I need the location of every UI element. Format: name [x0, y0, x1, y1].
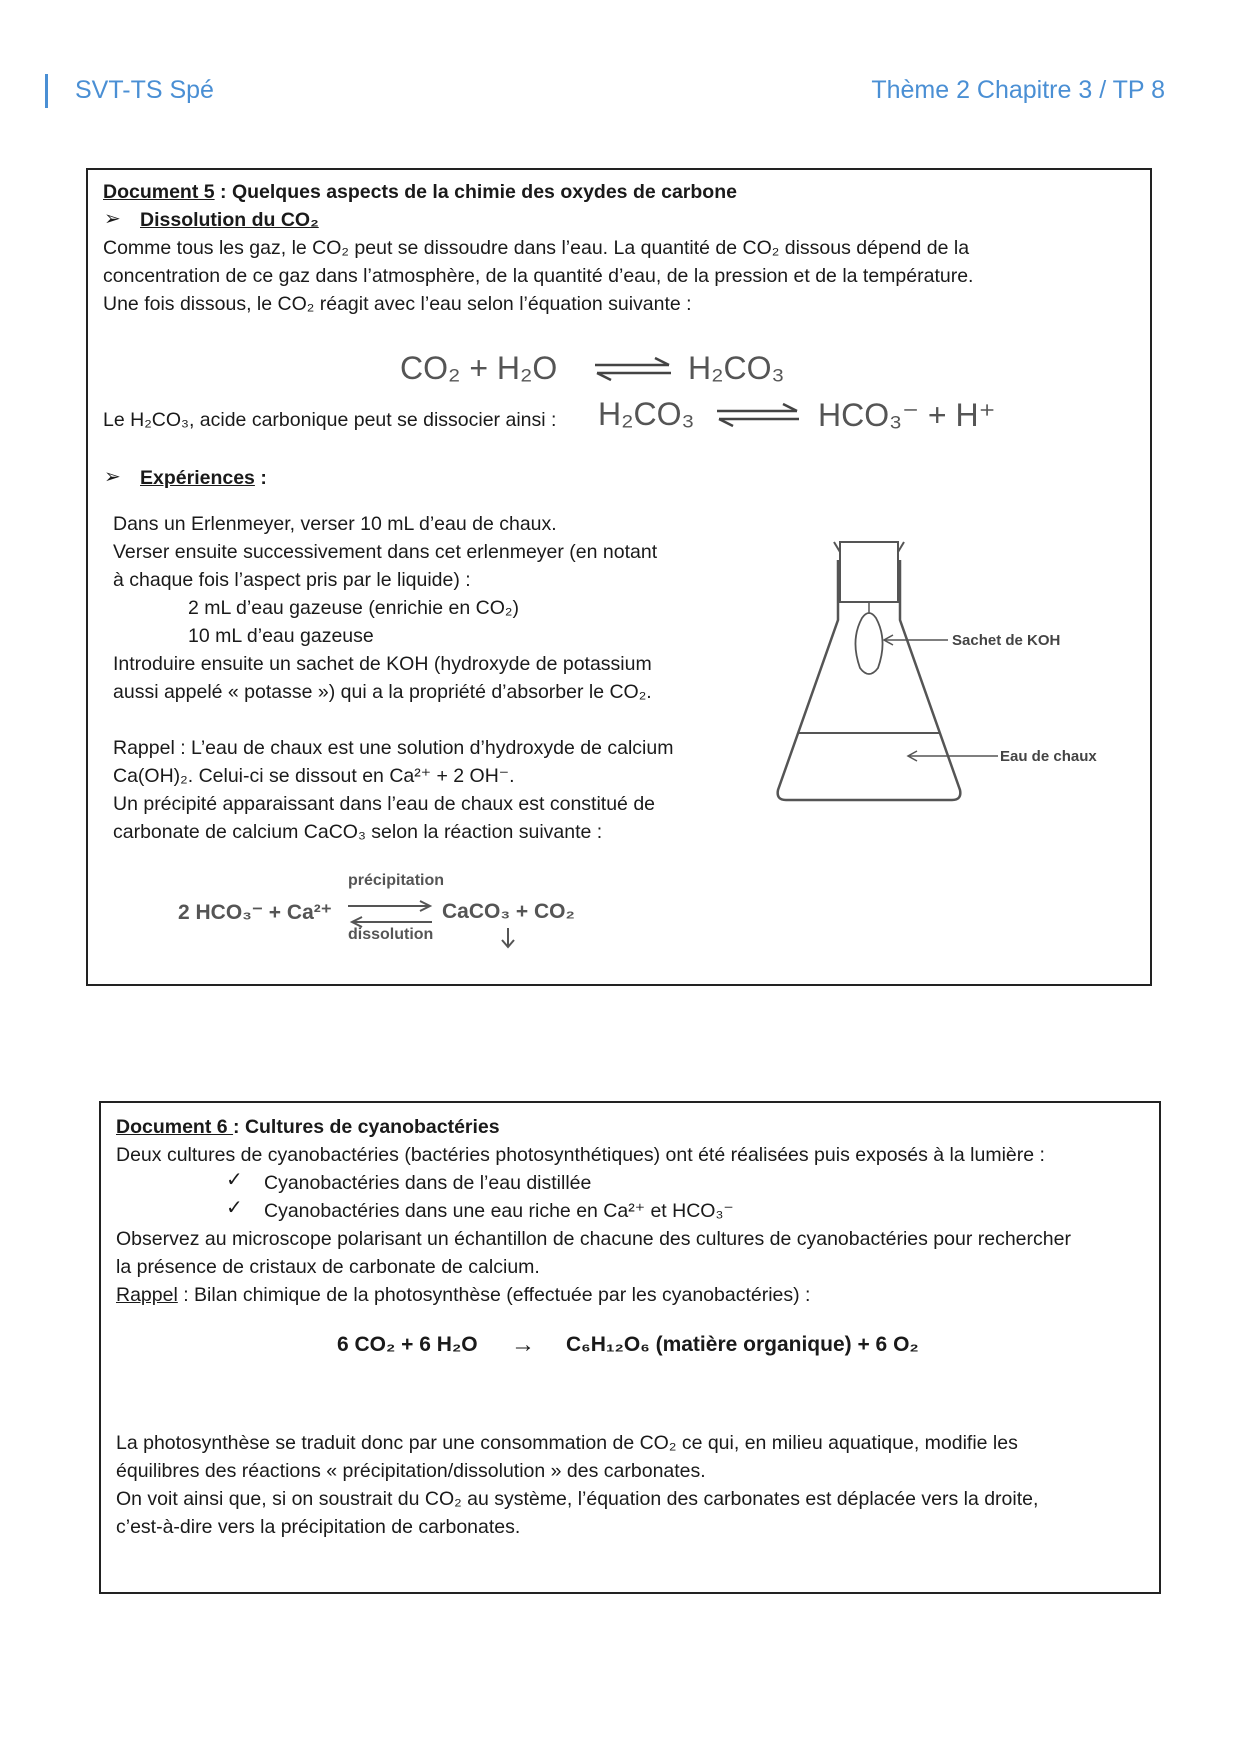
equation-co2-water-left: CO₂ + H₂O — [400, 350, 558, 386]
doc5-section-dissolution: Dissolution du CO₂ — [140, 209, 319, 231]
doc6-title-text: : Cultures de cyanobactéries — [233, 1116, 500, 1138]
doc5-title-text: : Quelques aspects de la chimie des oxydes de carbone — [214, 181, 737, 203]
doc6-paragraph-line: équilibres des réactions « précipitation/dissolution » des carbonates. — [116, 1460, 706, 1482]
exp-line: aussi appelé « potasse ») qui a la propriété d’absorber le CO₂. — [113, 681, 652, 703]
reaction-arrows-icon — [346, 896, 436, 930]
document-5-box — [86, 168, 1152, 986]
gas-release-arrow-icon — [498, 926, 518, 950]
doc5-paragraph-line: concentration de ce gaz dans l’atmosphère, de la quantité d’eau, de la pression et de la température. — [103, 265, 974, 287]
equation-dissociation-left: H₂CO₃ — [598, 396, 695, 432]
equation-co2-water-right: H₂CO₃ — [688, 350, 785, 386]
reaction-dissolution-label: dissolution — [348, 926, 434, 943]
rappel-line: Ca(OH)₂. Celui-ci se dissout en Ca²⁺ + 2 OH⁻. — [113, 765, 515, 787]
experiences-colon: : — [254, 467, 267, 489]
doc5-label: Document 5 — [103, 181, 215, 203]
doc6-paragraph-line: Observez au microscope polarisant un échantillon de chacune des cultures de cyanobactéries pour rechercher — [116, 1228, 1071, 1250]
checkmark-icon: ✓ — [226, 1169, 243, 1191]
experiences-label: Expériences — [140, 467, 255, 489]
arrow-bullet-icon: ➢ — [104, 208, 121, 230]
exp-line-indented: 2 mL d’eau gazeuse (enrichie en CO₂) — [188, 597, 519, 619]
doc5-paragraph-line: Une fois dissous, le CO₂ réagit avec l’eau selon l’équation suivante : — [103, 293, 692, 315]
reaction-left: 2 HCO₃⁻ + Ca²⁺ — [178, 901, 332, 924]
header-chapter: Thème 2 Chapitre 3 / TP 8 — [871, 76, 1165, 104]
reaction-precipitation-label: précipitation — [348, 872, 445, 889]
rappel-line: Un précipité apparaissant dans l’eau de chaux est constitué de — [113, 793, 656, 815]
doc6-list-item: Cyanobactéries dans une eau riche en Ca²⁺ et HCO₃⁻ — [264, 1200, 734, 1222]
rappel-line: Rappel : L’eau de chaux est une solution d’hydroxyde de calcium — [113, 737, 674, 759]
rappel-line: carbonate de calcium CaCO₃ selon la réaction suivante : — [113, 821, 603, 843]
doc6-paragraph-line: La photosynthèse se traduit donc par une consommation de CO₂ ce qui, en milieu aquatique, modifie les — [116, 1432, 1018, 1454]
photosynthesis-eq-right: C₆H₁₂O₆ (matière organique) + 6 O₂ — [566, 1333, 919, 1356]
doc6-paragraph-line: On voit ainsi que, si on soustrait du CO₂ au système, l’équation des carbonates est déplacée vers la droite, — [116, 1488, 1039, 1510]
label-eau-de-chaux: Eau de chaux — [1000, 748, 1097, 765]
rappel-text: : Bilan chimique de la photosynthèse (effectuée par les cyanobactéries) : — [177, 1284, 811, 1306]
doc6-paragraph-line: c’est-à-dire vers la précipitation de carbonates. — [116, 1516, 521, 1538]
doc6-title — [116, 1113, 500, 1141]
reaction-right: CaCO₃ + CO₂ — [442, 900, 575, 923]
document-6-box — [99, 1101, 1161, 1594]
right-arrow-icon: → — [511, 1331, 535, 1358]
doc6-paragraph-line: la présence de cristaux de carbonate de calcium. — [116, 1256, 540, 1278]
photosynthesis-eq-left: 6 CO₂ + 6 H₂O — [337, 1333, 478, 1356]
equilibrium-arrows-icon — [715, 402, 801, 428]
header-course: SVT-TS Spé — [75, 76, 214, 104]
exp-line-indented: 10 mL d’eau gazeuse — [188, 625, 374, 647]
exp-line: Dans un Erlenmeyer, verser 10 mL d’eau de chaux. — [113, 513, 557, 535]
exp-line: à chaque fois l’aspect pris par le liquide) : — [113, 569, 471, 591]
doc6-rappel-line — [116, 1281, 810, 1309]
checkmark-icon: ✓ — [226, 1197, 243, 1219]
exp-line: Introduire ensuite un sachet de KOH (hydroxyde de potassium — [113, 653, 652, 675]
label-sachet-koh: Sachet de KOH — [952, 632, 1061, 649]
erlenmeyer-flask-diagram — [738, 500, 1138, 860]
exp-line: Verser ensuite successivement dans cet erlenmeyer (en notant — [113, 541, 658, 563]
doc6-label: Document 6 — [116, 1116, 234, 1138]
rappel-label: Rappel — [116, 1284, 178, 1306]
doc5-section-experiences — [140, 464, 267, 492]
doc5-paragraph-line: Comme tous les gaz, le CO₂ peut se dissoudre dans l’eau. La quantité de CO₂ dissous dépend de la — [103, 237, 970, 259]
carbonate-reaction — [178, 864, 638, 954]
equilibrium-arrows-icon — [593, 356, 673, 382]
header-accent-bar — [45, 74, 48, 108]
doc5-title — [103, 178, 737, 206]
arrow-bullet-icon: ➢ — [104, 466, 121, 488]
doc5-dissociation-text: Le H₂CO₃, acide carbonique peut se dissocier ainsi : — [103, 409, 557, 431]
doc6-list-item: Cyanobactéries dans de l’eau distillée — [264, 1172, 592, 1194]
doc6-paragraph-line: Deux cultures de cyanobactéries (bactéries photosynthétiques) ont été réalisées puis exposés à la lumière : — [116, 1144, 1045, 1166]
equation-dissociation-right: HCO₃⁻ + H⁺ — [818, 397, 996, 433]
